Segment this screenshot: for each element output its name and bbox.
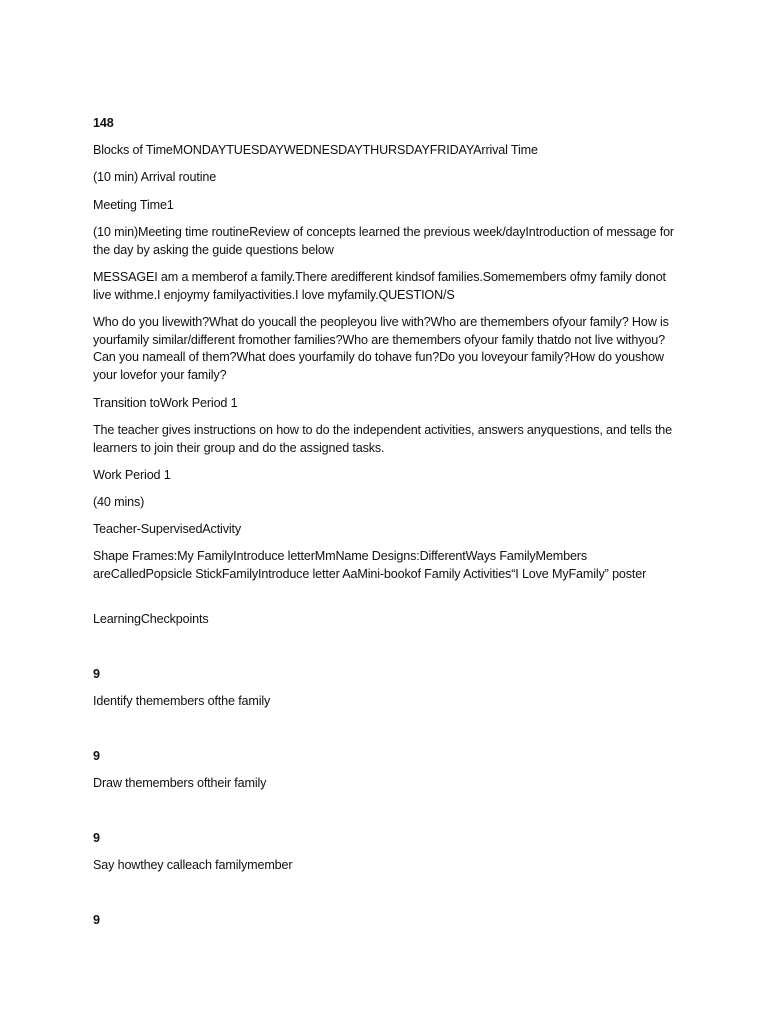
checkpoint-number: 9 [93,667,100,681]
page-number: 148 [93,116,114,130]
questions-paragraph: Who do you livewith?What do youcall the peopleyou live with?Who are themembers ofyour family? How is yourfamily similar/different fromother families?Who are themembers ofyour family thatdo not live withyou?Can you nameall of them?What does yourfamily do tohave fun?Do you loveyour family?How do youshow your lovefor your family? [93,315,669,382]
meeting-routine-paragraph: (10 min)Meeting time routineReview of concepts learned the previous week/dayIntroduction of message for the day by asking the guide questions below [93,225,674,257]
message-paragraph: MESSAGEI am a memberof a family.There aredifferent kindsof families.Somemembers ofmy family donot live withme.I enjoymy familyactivities.I love myfamily.QUESTION/S [93,270,666,302]
duration-paragraph: (40 mins) [93,495,145,509]
activity-type-paragraph: Teacher-SupervisedActivity [93,522,241,536]
checkpoint-text: Draw themembers oftheir family [93,776,267,790]
checkpoint-number: 9 [93,831,100,845]
checkpoint-text: Say howthey calleach familymember [93,858,293,872]
meeting-time-heading: Meeting Time1 [93,198,174,212]
schedule-header-paragraph: Blocks of TimeMONDAYTUESDAYWEDNESDAYTHURSDAYFRIDAYArrival Time [93,143,538,157]
instructions-paragraph: The teacher gives instructions on how to do the independent activities, answers anyquestions, and tells the learners to join their group and do the assigned tasks. [93,423,673,455]
checkpoint-number: 9 [93,913,100,927]
arrival-routine-paragraph: (10 min) Arrival routine [93,170,217,184]
checkpoint-text: Identify themembers ofthe family [93,694,271,708]
transition-heading: Transition toWork Period 1 [93,396,238,410]
learning-checkpoints-heading: LearningCheckpoints [93,612,209,626]
activities-paragraph: Shape Frames:My FamilyIntroduce letterMmName Designs:DifferentWays FamilyMembers areCalledPopsicle StickFamilyIntroduce letter AaMini-bookof Family Activities“I Love MyFamily” poster [93,549,647,581]
work-period-heading: Work Period 1 [93,468,171,482]
checkpoint-number: 9 [93,749,100,763]
